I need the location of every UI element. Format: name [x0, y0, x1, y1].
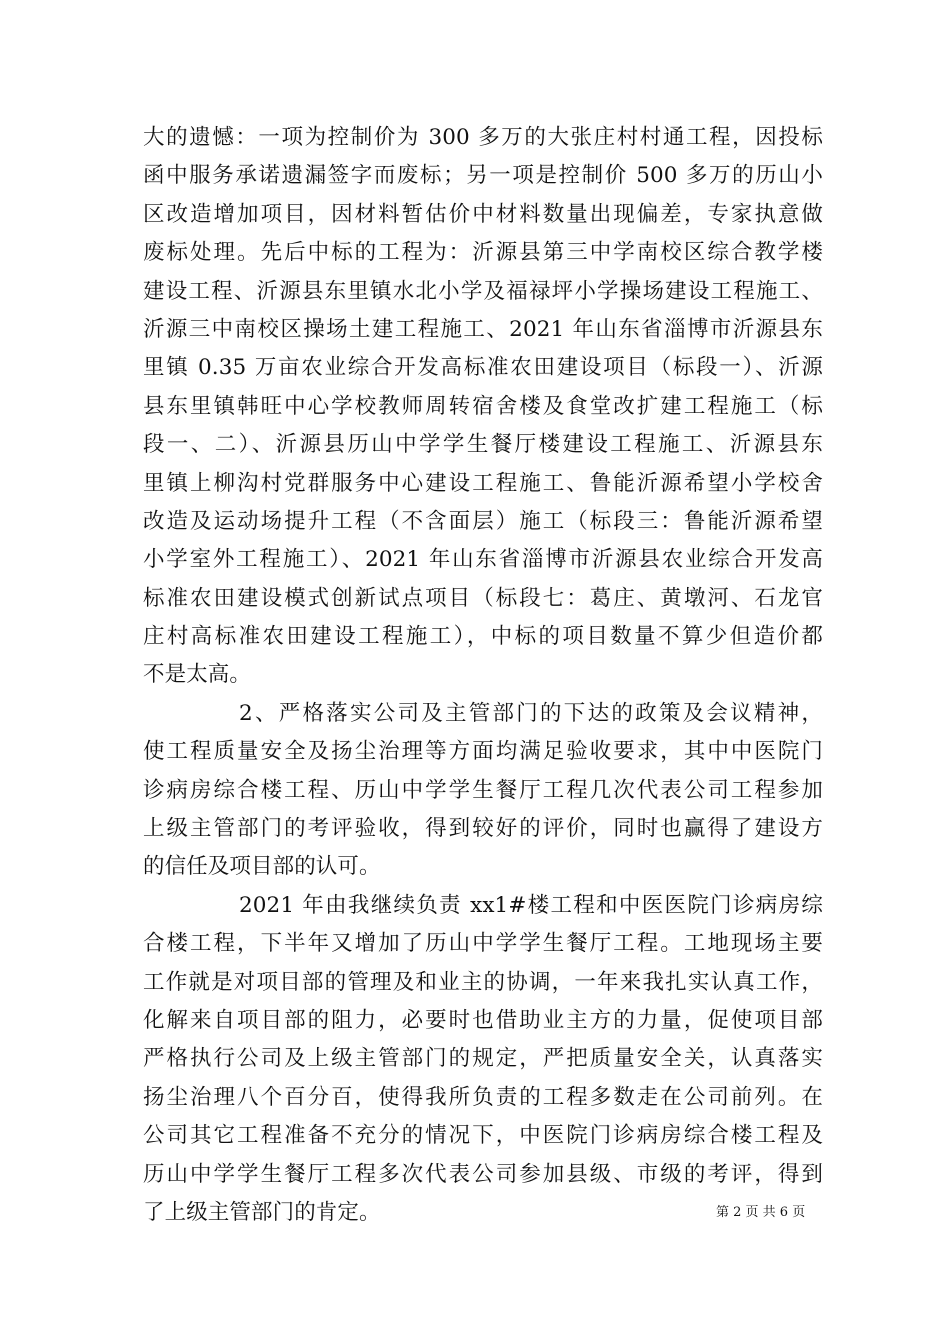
text-line: 建设工程、沂源县东里镇水北小学及福禄坪小学操场建设工程施工、 — [143, 278, 823, 304]
text-line: 历山中学学生餐厅工程多次代表公司参加县级、市级的考评，得到 — [143, 1161, 823, 1187]
text-line: 沂源三中南校区操场土建工程施工、2021 年山东省淄博市沂源县东 — [143, 316, 823, 342]
text-line: 小学室外工程施工）、2021 年山东省淄博市沂源县农业综合开发高 — [143, 547, 823, 573]
text-line: 废标处理。先后中标的工程为：沂源县第三中学南校区综合教学楼 — [143, 240, 823, 266]
document-body — [143, 119, 823, 1232]
text-line: 上级主管部门的考评验收，得到较好的评价，同时也赢得了建设方 — [143, 816, 823, 842]
text-line: 县东里镇韩旺中心学校教师周转宿舍楼及食堂改扩建工程施工（标 — [143, 393, 823, 419]
page-footer: 第 2 页 共 6 页 — [716, 1205, 806, 1220]
text-line: 大的遗憾：一项为控制价为 300 多万的大张庄村村通工程，因投标 — [143, 125, 823, 150]
text-line: 的信任及项目部的认可。 — [143, 854, 381, 880]
text-line: 函中服务承诺遗漏签字而废标；另一项是控制价 500 多万的历山小 — [143, 163, 823, 189]
text-line: 化解来自项目部的阻力，必要时也借助业主方的力量，促使项目部 — [143, 1007, 823, 1033]
text-line: 里镇上柳沟村党群服务中心建设工程施工、鲁能沂源希望小学校舍 — [143, 470, 823, 496]
text-line: 段一、二）、沂源县历山中学学生餐厅楼建设工程施工、沂源县东 — [143, 432, 823, 458]
text-line: 公司其它工程准备不充分的情况下，中医院门诊病房综合楼工程及 — [143, 1123, 823, 1149]
text-line: 里镇 0.35 万亩农业综合开发高标准农田建设项目（标段一）、沂源 — [143, 355, 823, 381]
text-line: 区改造增加项目，因材料暂估价中材料数量出现偏差，专家执意做 — [143, 201, 823, 227]
text-line: 扬尘治理八个百分百，使得我所负责的工程多数走在公司前列。在 — [143, 1084, 823, 1110]
text-line: 不是太高。 — [143, 662, 252, 688]
paragraph-start-line: 2、严格落实公司及主管部门的下达的政策及会议精神， — [239, 700, 823, 726]
text-line: 标准农田建设模式创新试点项目（标段七：葛庄、黄墩河、石龙官 — [143, 585, 823, 611]
text-line: 了上级主管部门的肯定。 — [143, 1199, 381, 1225]
text-line: 改造及运动场提升工程（不含面层）施工（标段三：鲁能沂源希望 — [143, 508, 823, 534]
paragraph-start-line: 2021 年由我继续负责 xx1#楼工程和中医医院门诊病房综 — [239, 892, 823, 918]
text-line: 庄村高标准农田建设工程施工），中标的项目数量不算少但造价都 — [143, 624, 823, 650]
text-line: 使工程质量安全及扬尘治理等方面均满足验收要求，其中中医院门 — [143, 739, 823, 765]
text-line: 合楼工程，下半年又增加了历山中学学生餐厅工程。工地现场主要 — [143, 931, 823, 957]
text-line: 工作就是对项目部的管理及和业主的协调，一年来我扎实认真工作， — [143, 969, 823, 995]
text-line: 诊病房综合楼工程、历山中学学生餐厅工程几次代表公司工程参加 — [143, 777, 823, 803]
text-line: 严格执行公司及上级主管部门的规定，严把质量安全关，认真落实 — [143, 1046, 823, 1072]
